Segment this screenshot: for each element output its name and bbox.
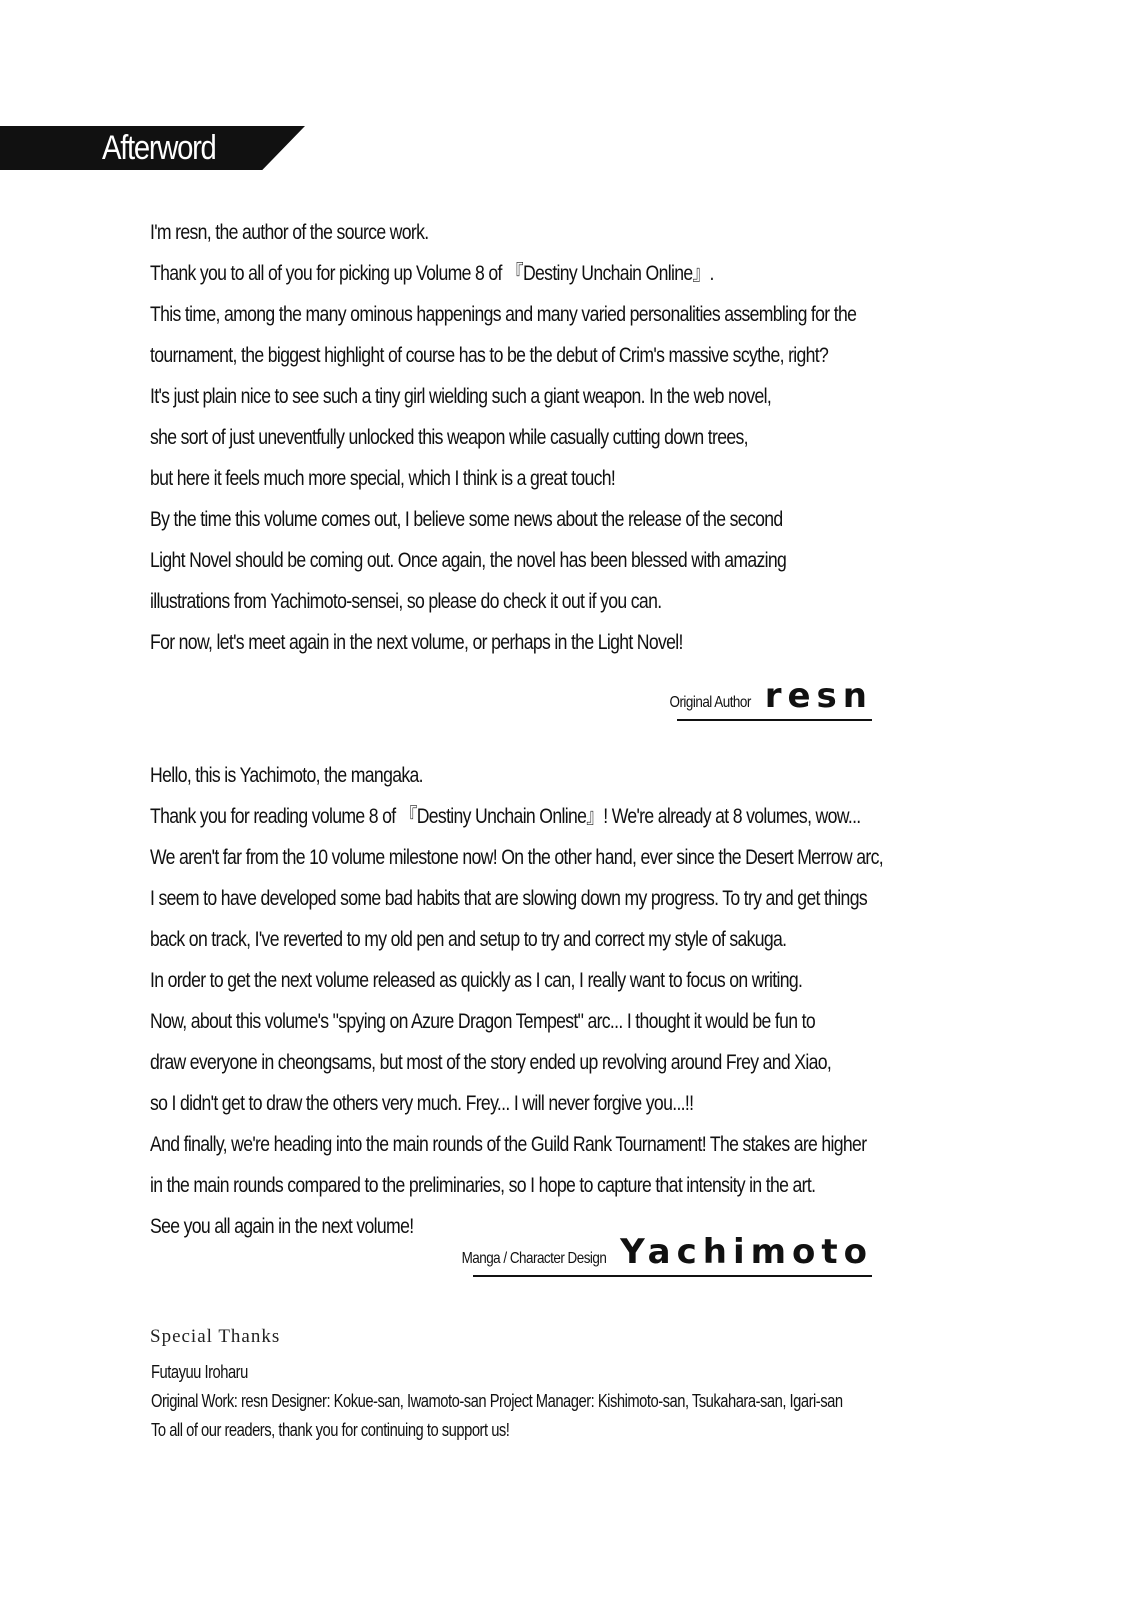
mangaka-line: Now, about this volume's "spying on Azure Dragon Tempest" arc... I thought it would be fun to — [150, 1010, 815, 1033]
author-line: tournament, the biggest highlight of course has to be the debut of Crim's massive scythe, right? — [150, 344, 829, 367]
author-line: but here it feels much more special, which I think is a great touch! — [150, 467, 616, 490]
mangaka-signature — [434, 1232, 873, 1272]
author-line: illustrations from Yachimoto-sensei, so please do check it out if you can. — [150, 590, 662, 613]
author-line: This time, among the many ominous happenings and many varied personalities assembling for the — [150, 303, 857, 326]
author-line: By the time this volume comes out, I believe some news about the release of the second — [150, 508, 783, 531]
mangaka-line: And finally, we're heading into the main rounds of the Guild Rank Tournament! The stakes are higher — [150, 1133, 867, 1156]
mangaka-line: back on track, I've reverted to my old pen and setup to try and correct my style of sakuga. — [150, 928, 787, 951]
author-line: I'm resn, the author of the source work. — [150, 221, 429, 244]
mangaka-line: We aren't far from the 10 volume milestone now! On the other hand, ever since the Desert Merrow arc, — [150, 846, 883, 869]
author-signature-underline — [677, 719, 872, 721]
mangaka-line: I seem to have developed some bad habits that are slowing down my progress. To try and get things — [150, 887, 867, 910]
mangaka-line: in the main rounds compared to the preliminaries, so I hope to capture that intensity in the art. — [150, 1174, 816, 1197]
author-signature — [654, 676, 873, 716]
author-line: It's just plain nice to see such a tiny girl wielding such a giant weapon. In the web novel, — [150, 385, 772, 408]
mangaka-signature-underline — [473, 1275, 872, 1277]
mangaka-line: draw everyone in cheongsams, but most of the story ended up revolving around Frey and Xiao, — [150, 1051, 832, 1074]
special-thanks-line: Original Work: resn Designer: Kokue-san, Iwamoto-san Project Manager: Kishimoto-san, Tsukahara-san, Igari-san — [151, 1391, 843, 1411]
author-line: Light Novel should be coming out. Once again, the novel has been blessed with amazing — [150, 549, 787, 572]
mangaka-line: Hello, this is Yachimoto, the mangaka. — [150, 764, 423, 787]
mangaka-line: Thank you for reading volume 8 of 『Destiny Unchain Online』! We're already at 8 volumes, wow... — [150, 805, 861, 828]
author-signature-name: resn — [764, 676, 873, 716]
mangaka-signature-name: Yachimoto — [620, 1232, 873, 1272]
author-line: Thank you to all of you for picking up Volume 8 of 『Destiny Unchain Online』. — [150, 262, 714, 285]
special-thanks-list — [151, 1358, 994, 1445]
special-thanks-title: Special Thanks — [150, 1326, 281, 1347]
author-signature-role: Original Author — [669, 694, 751, 711]
mangaka-line: In order to get the next volume released as quickly as I can, I really want to focus on writing. — [150, 969, 803, 992]
author-line: she sort of just uneventfully unlocked this weapon while casually cutting down trees, — [150, 426, 748, 449]
special-thanks-line: To all of our readers, thank you for continuing to support us! — [151, 1420, 510, 1440]
author-line: For now, let's meet again in the next volume, or perhaps in the Light Novel! — [150, 631, 683, 654]
page-title: Afterword — [102, 129, 216, 167]
special-thanks-line: Futayuu Iroharu — [151, 1362, 248, 1382]
mangaka-line: so I didn't get to draw the others very much. Frey... I will never forgive you...!! — [150, 1092, 694, 1115]
mangaka-signature-role: Manga / Character Design — [461, 1250, 607, 1267]
mangaka-line: See you all again in the next volume! — [150, 1215, 414, 1238]
mangaka-message — [150, 755, 910, 1247]
author-message — [150, 212, 910, 663]
